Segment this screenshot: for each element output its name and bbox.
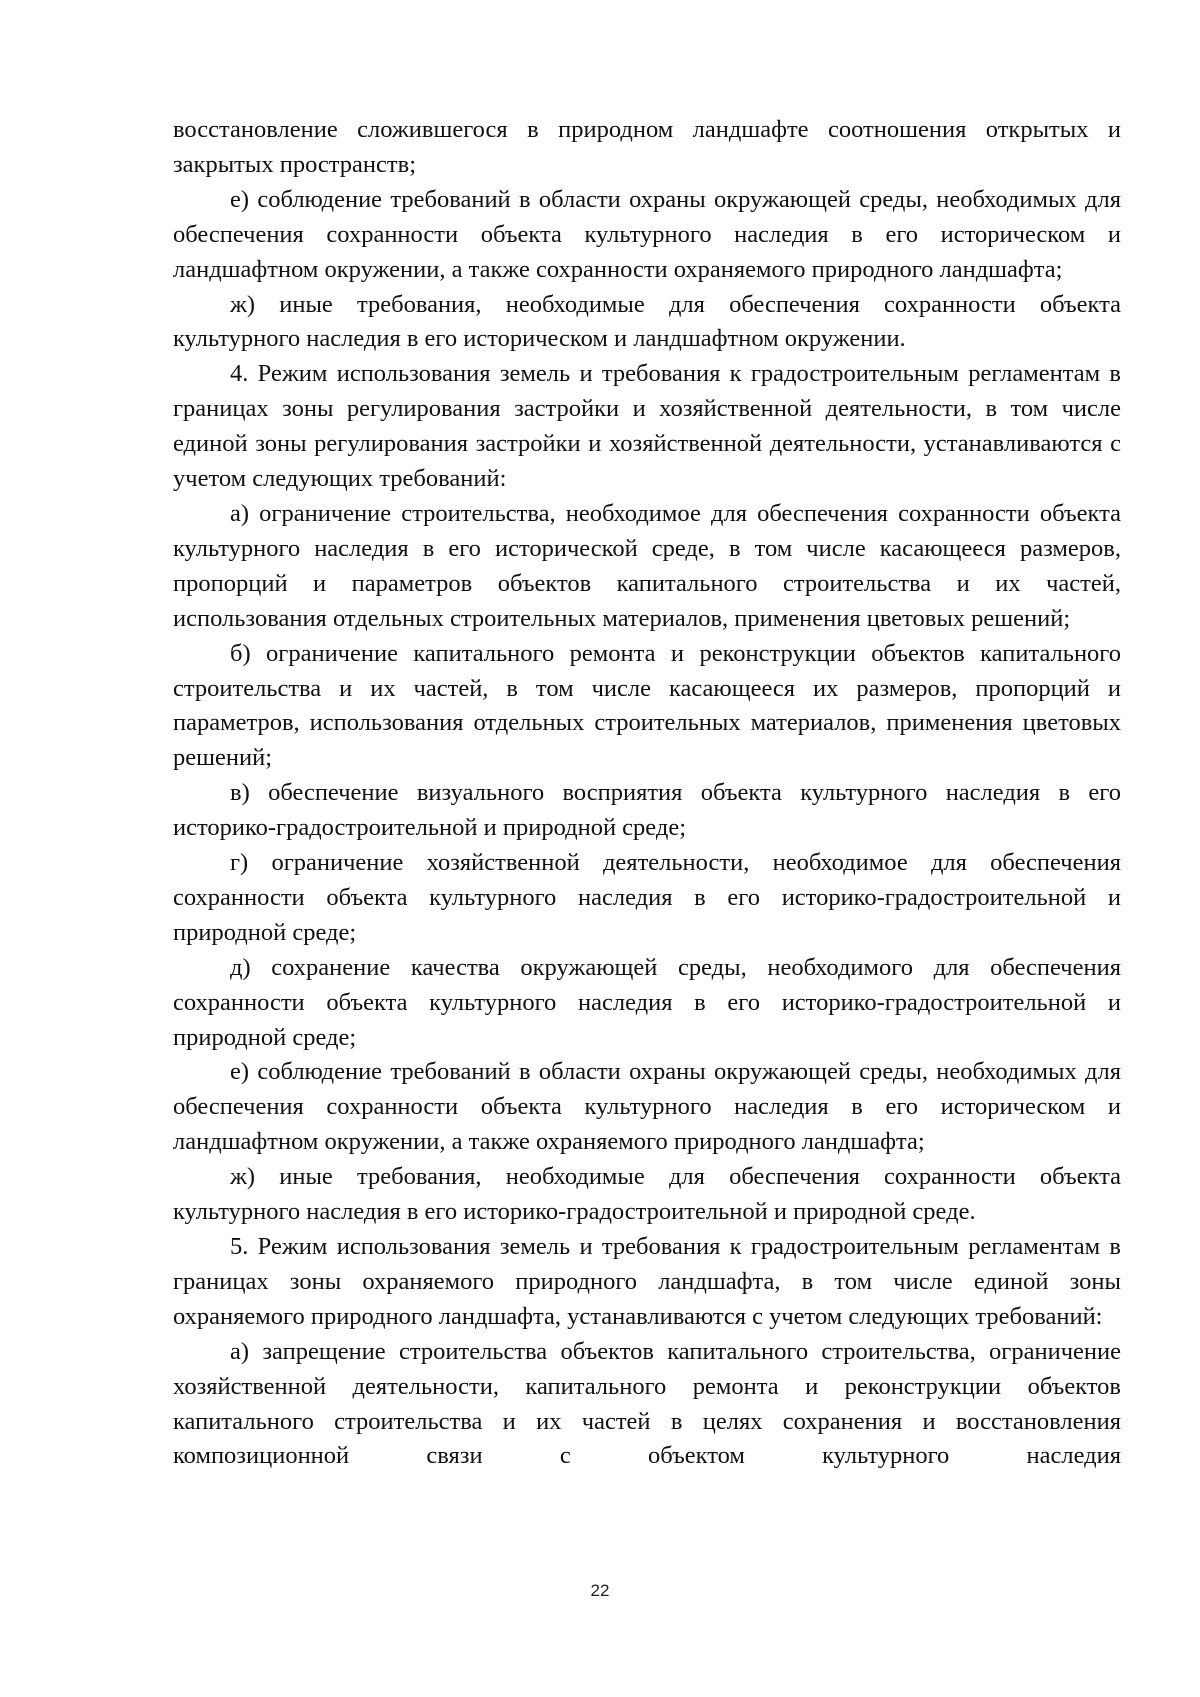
paragraph-item-g-economic-limit: г) ограничение хозяйственной деятельности, необходимое для обеспечения сохранности объекта культурного наследия в его историко-градостроительной и природной среде;	[173, 849, 1121, 946]
paragraph-section-4: 4. Режим использования земель и требования к градостроительным регламентам в границах зоны регулирования застройки и хозяйственной деятельности, в том числе единой зоны регулирования застройки и хозяйственной деятельности, устанавливаются с учетом следующих требований:	[173, 360, 1121, 493]
paragraph-item-v-visual-perception: в) обеспечение визуального восприятия объекта культурного наследия в его историко-градостроительной и природной среде;	[173, 779, 1121, 842]
paragraph-item-d-environment-quality: д) сохранение качества окружающей среды, необходимого для обеспечения сохранности объекта культурного наследия в его историко-градостроительной и природной среде;	[173, 953, 1121, 1051]
paragraph-item-a-construction-limit: а) ограничение строительства, необходимое для обеспечения сохранности объекта культурного наследия в его исторической среде, в том числе касающееся размеров, пропорций и параметров объектов капитального строительства и их частей, использования отдельных строительных материалов, применения цветовых решений;	[173, 499, 1121, 632]
document-body	[173, 113, 1121, 1474]
paragraph-item-b-repair-limit: б) ограничение капитального ремонта и реконструкции объектов капитального строительства и их частей, в том числе касающееся их размеров, пропорций и параметров, использования отдельных строительных материалов, применения цветовых решений;	[173, 639, 1121, 772]
page-number: 22	[590, 1581, 610, 1600]
paragraph-item-e-environment-protection: е) соблюдение требований в области охраны окружающей среды, необходимых для обеспечения сохранности объекта культурного наследия в его историческом и ландшафтном окружении, а также охраняемого природного ландшафта;	[173, 1058, 1121, 1156]
paragraph-continuation: восстановление сложившегося в природном ландшафте соотношения открытых и закрытых пространств;	[173, 116, 1121, 178]
paragraph-section-5: 5. Режим использования земель и требования к градостроительным регламентам в границах зоны охраняемого природного ландшафта, в том числе единой зоны охраняемого природного ландшафта, устанавливаются с учетом следующих требований:	[173, 1233, 1121, 1330]
paragraph-item-zh-other-requirements-2: ж) иные требования, необходимые для обеспечения сохранности объекта культурного наследия в его историко-градостроительной и природной среде.	[173, 1163, 1121, 1226]
paragraph-item-a-construction-ban: а) запрещение строительства объектов капитального строительства, ограничение хозяйственной деятельности, капитального ремонта и реконструкции объектов капитального строительства и их частей в целях сохранения и восстановления композиционной связи с объектом культурного наследия	[173, 1337, 1121, 1470]
paragraph-item-zh-other-requirements: ж) иные требования, необходимые для обеспечения сохранности объекта культурного наследия в его историческом и ландшафтном окружении.	[173, 290, 1121, 353]
paragraph-item-e-environment: е) соблюдение требований в области охраны окружающей среды, необходимых для обеспечения сохранности объекта культурного наследия в его историческом и ландшафтном окружении, а также сохранности охраняемого природного ландшафта;	[173, 185, 1121, 283]
